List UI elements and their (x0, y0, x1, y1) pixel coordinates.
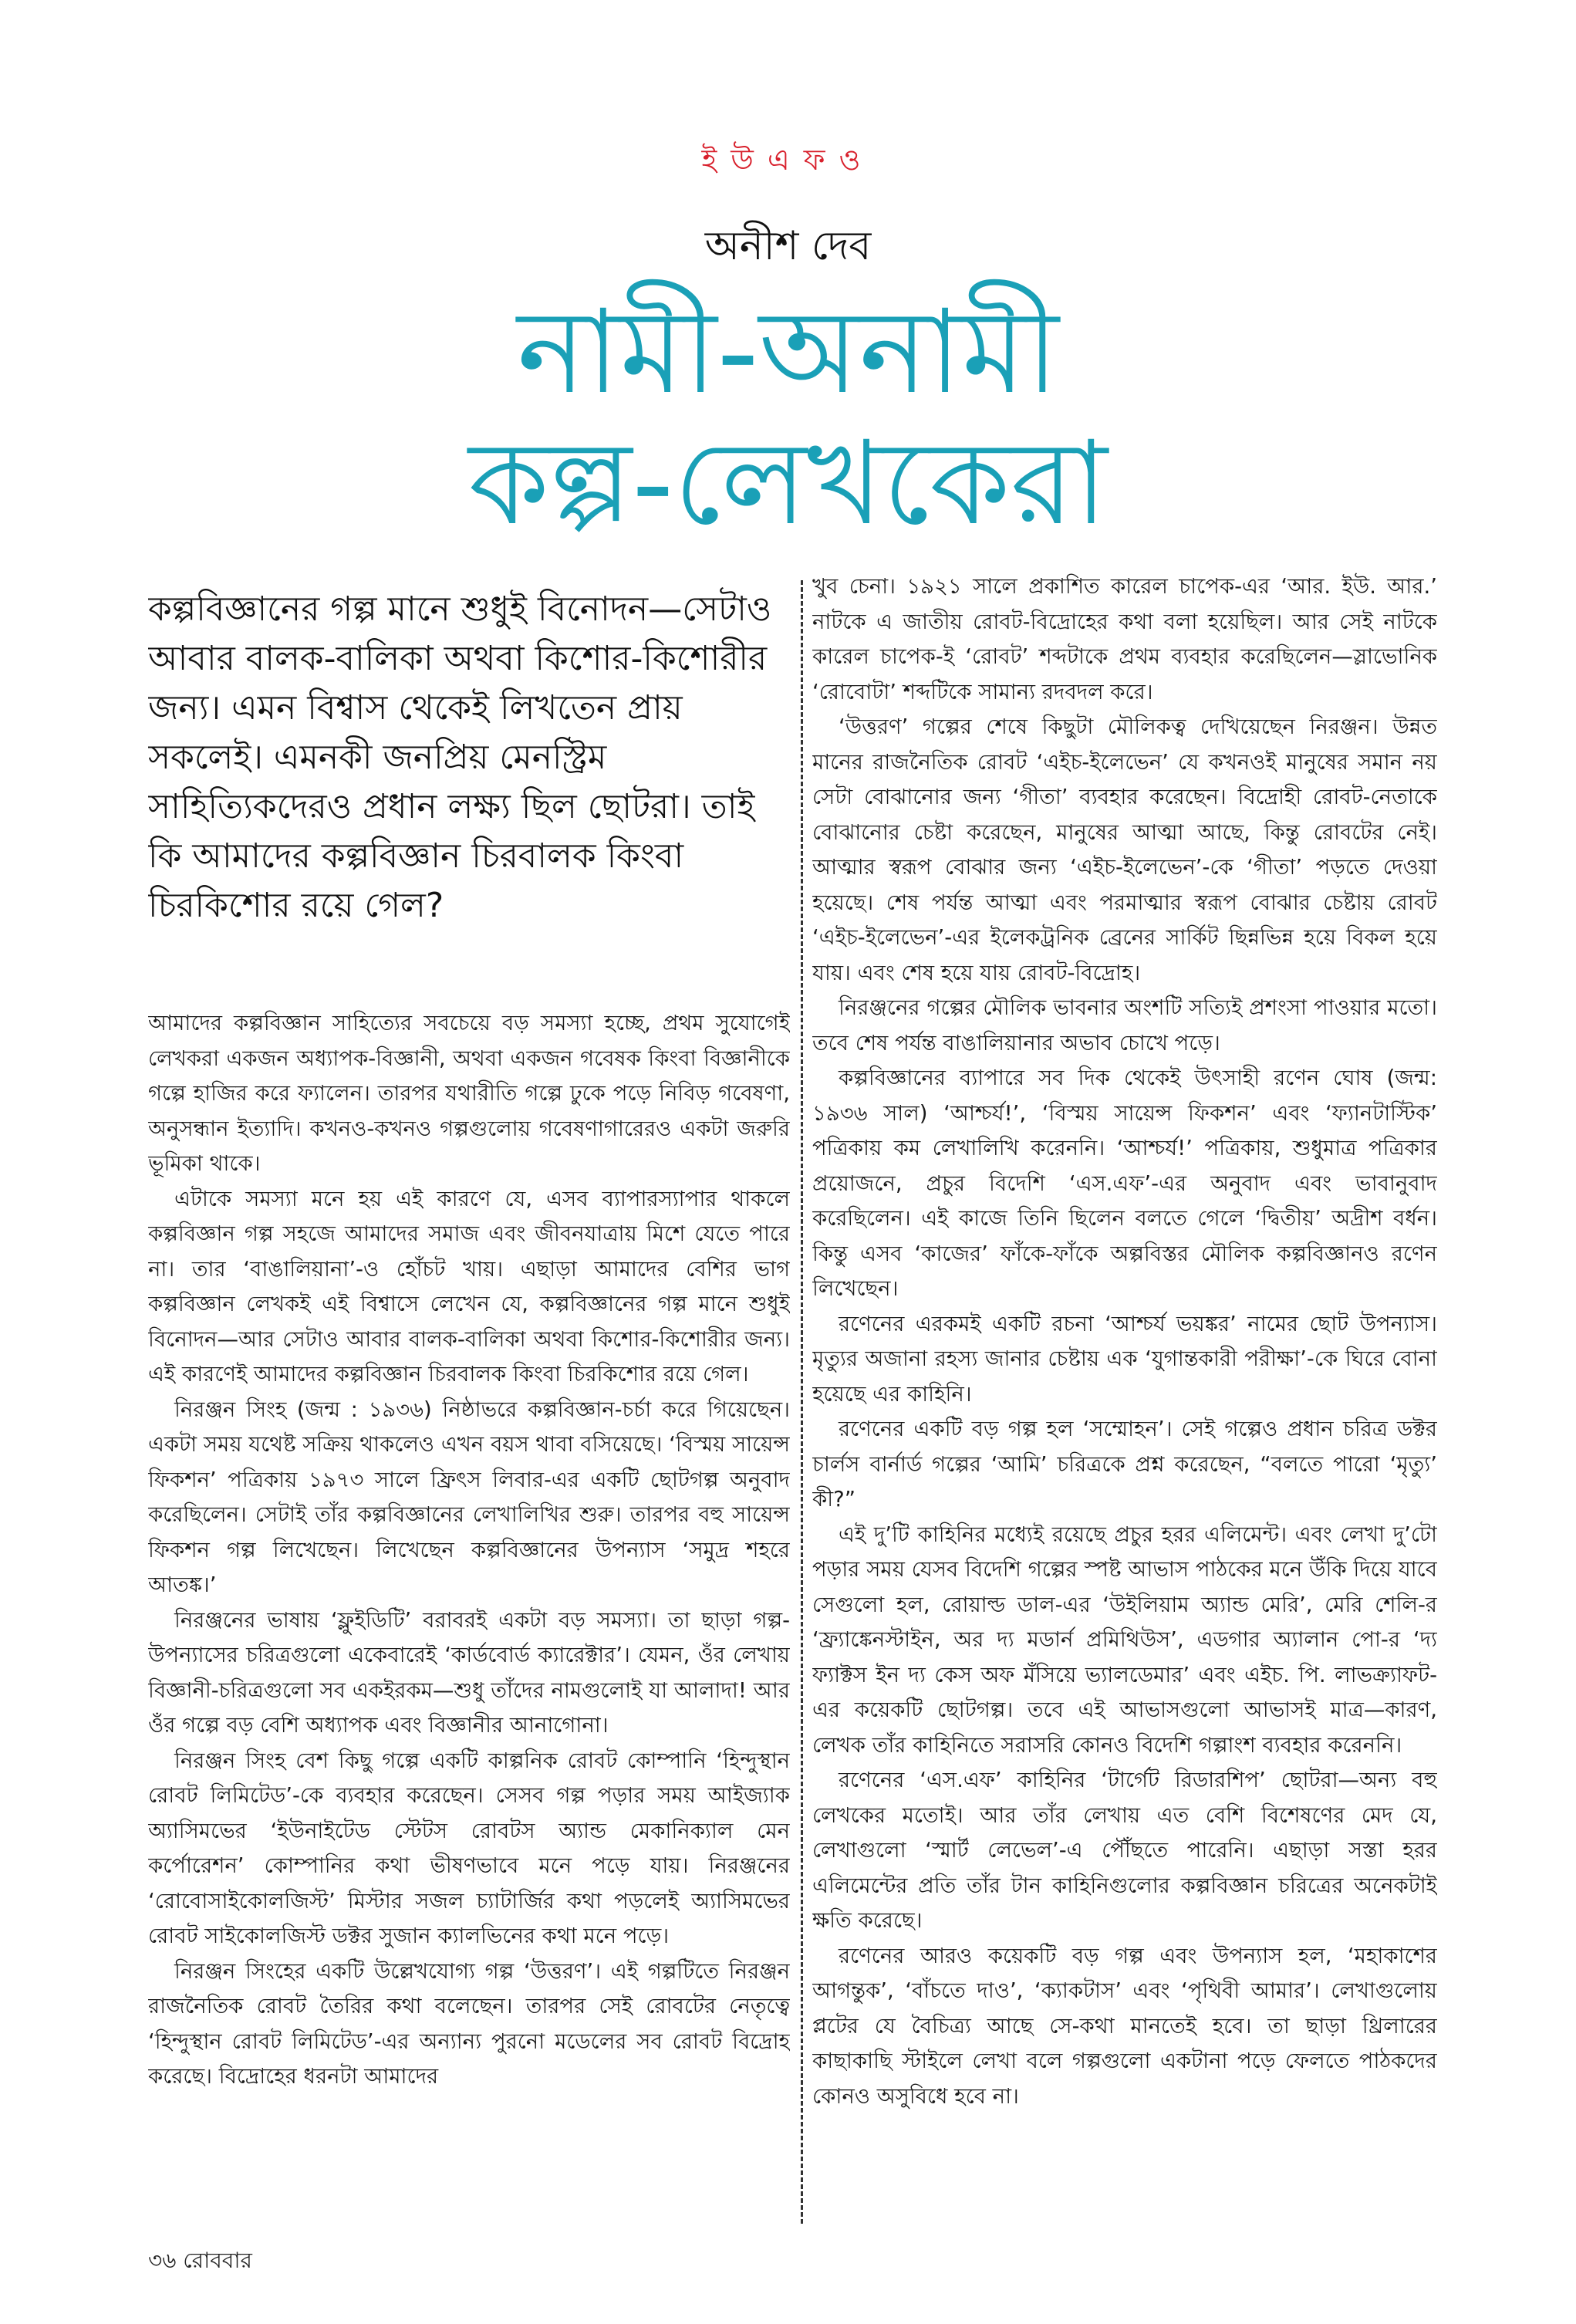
article-title-line-2: কল্প-লেখকেরা (468, 417, 1108, 551)
body-paragraph: আমাদের কল্পবিজ্ঞান সাহিত্যের সবচেয়ে বড় সমস্যা হচ্ছে, প্রথম সুযোগেই লেখকরা একজন অধ্যাপক-বিজ্ঞানী, অথবা একজন গবেষক কিংবা বিজ্ঞানীকে গল্পে হাজির করে ফ্যালেন। তারপর যথারীতি গল্পে ঢুকে পড়ে নিবিড় গবেষণা, অনুসন্ধান ইত্যাদি। কখনও-কখনও গল্পগুলোয় গবেষণাগারেরও একটা জরুরি ভূমিকা থাকে। (148, 1011, 790, 1176)
right-column (812, 569, 1437, 2228)
article-title (0, 287, 1576, 549)
column-divider (801, 580, 803, 2224)
body-paragraph: রণেনের এরকমই একটি রচনা ‘আশ্চর্য ভয়ঙ্কর’ নামের ছোট উপন্যাস। মৃত্যুর অজানা রহস্য জানার চেষ্টায় এক ‘যুগান্তকারী পরীক্ষা’-কে ঘিরে বোনা হয়েছে এর কাহিনি। (812, 1311, 1437, 1407)
body-paragraph: এই দু’টি কাহিনির মধ্যেই রয়েছে প্রচুর হরর এলিমেন্ট। এবং লেখা দু’টো পড়ার সময় যেসব বিদেশি গল্পের স্পষ্ট আভাস পাঠকের মনে উঁকি দিয়ে যাবে সেগুলো হল, রোয়াল্ড ডাল-এর ‘উইলিয়াম অ্যান্ড মেরি’, মেরি শেলি-র ‘ফ্র্যাঙ্কেনস্টাইন, অর দ্য মডার্ন প্রমিথিউস’, এডগার অ্যালান পো-র ‘দ্য ফ্যাক্টস ইন দ্য কেস অফ মঁসিয়ে ভ্যালডেমার’ এবং এইচ. পি. লাভক্র্যাফট-এর কয়েকটি ছোটগল্প। তবে এই আভাসগুলো আভাসই মাত্র—কারণ, লেখক তাঁর কাহিনিতে সরাসরি কোনও বিদেশি গল্পাংশ ব্যবহার করেননি। (812, 1522, 1437, 1758)
page-folio: ৩৬ রোববার (148, 2248, 252, 2273)
article-title-line-1: নামী-অনামী (517, 285, 1059, 420)
right-body (812, 569, 1437, 2114)
body-paragraph: কল্পবিজ্ঞানের ব্যাপারে সব দিক থেকেই উৎসাহী রণেন ঘোষ (জন্ম: ১৯৩৬ সাল) ‘আশ্চর্য!’, ‘বিস্ময় সায়েন্স ফিকশন’ এবং ‘ফ্যানটাস্টিক’ পত্রিকায় কম লেখালিখি করেননি। ‘আশ্চর্য!’ পত্রিকায়, শুধুমাত্র পত্রিকার প্রয়োজনে, প্রচুর বিদেশি ‘এস.এফ’-এর অনুবাদ এবং ভাবানুবাদ করেছিলেন। এই কাজে তিনি ছিলেন বলতে গেলে ‘দ্বিতীয়’ অদ্রীশ বর্ধন। কিন্তু এসব ‘কাজের’ ফাঁকে-ফাঁকে অল্পবিস্তর মৌলিক কল্পবিজ্ঞানও রণেন লিখেছেন। (812, 1066, 1437, 1301)
body-paragraph: রণেনের একটি বড় গল্প হল ‘সম্মোহন’। সেই গল্পেও প্রধান চরিত্র ডক্টর চার্লস বার্নার্ড গল্পের ‘আমি’ চরিত্রকে প্রশ্ন করেছেন, “বলতে পারো ‘মৃত্যু’ কী?” (812, 1417, 1437, 1512)
body-paragraph: খুব চেনা। ১৯২১ সালে প্রকাশিত কারেল চাপেক-এর ‘আর. ইউ. আর.’ নাটকে এ জাতীয় রোবট-বিদ্রোহের কথা বলা হয়েছিল। আর সেই নাটকে কারেল চাপেক-ই ‘রোবট’ শব্দটাকে প্রথম ব্যবহার করেছিলেন—স্লাভোনিক ‘রোবোটা’ শব্দটিকে সামান্য রদবদল করে। (812, 574, 1437, 704)
body-paragraph: নিরঞ্জনের ভাষায় ‘ফ্লুইডিটি’ বরাবরই একটা বড় সমস্যা। তা ছাড়া গল্প-উপন্যাসের চরিত্রগুলো একেবারেই ‘কার্ডবোর্ড ক্যারেক্টার’। যেমন, ওঁর লেখায় বিজ্ঞানী-চরিত্রগুলো সব একইরকম—শুধু তাঁদের নামগুলোই যা আলাদা! আর ওঁর গল্পে বড় বেশি অধ্যাপক এবং বিজ্ঞানীর আনাগোনা। (148, 1607, 790, 1738)
body-paragraph: এটাকে সমস্যা মনে হয় এই কারণে যে, এসব ব্যাপারস্যাপার থাকলে কল্পবিজ্ঞান গল্প সহজে আমাদের সমাজ এবং জীবনযাত্রায় মিশে যেতে পারে না। তার ‘বাঙালিয়ানা’-ও হোঁচট খায়। এছাড়া আমাদের বেশির ভাগ কল্পবিজ্ঞান লেখকই এই বিশ্বাসে লেখেন যে, কল্পবিজ্ঞানের গল্প মানে শুধুই বিনোদন—আর সেটাও আবার বালক-বালিকা অথবা কিশোর-কিশোরীর জন্য। এই কারণেই আমাদের কল্পবিজ্ঞান চিরবালক কিংবা চিরকিশোর রয়ে গেল। (148, 1186, 790, 1387)
body-paragraph: রণেনের ‘এস.এফ’ কাহিনির ‘টার্গেট রিডারশিপ’ ছোটরা—অন্য বহু লেখকের মতোই। আর তাঁর লেখায় এত বেশি বিশেষণের মেদ যে, লেখাগুলো ‘স্মার্ট লেভেল’-এ পৌঁছতে পারেনি। এছাড়া সস্তা হরর এলিমেন্টের প্রতি তাঁর টান কাহিনিগুলোর কল্পবিজ্ঞান চরিত্রের অনেকটাই ক্ষতি করেছে। (812, 1768, 1437, 1933)
left-column (148, 569, 790, 2228)
body-paragraph: নিরঞ্জন সিংহের একটি উল্লেখযোগ্য গল্প ‘উত্তরণ’। এই গল্পটিতে নিরঞ্জন রাজনৈতিক রোবট তৈরির কথা বলেছেন। তারপর সেই রোবটের নেতৃত্বে ‘হিন্দুস্থান রোবট লিমিটেড’-এর অন্যান্য পুরনো মডেলের সব রোবট বিদ্রোহ করেছে। বিদ্রোহের ধরনটা আমাদের (148, 1958, 790, 2089)
body-paragraph: নিরঞ্জন সিংহ (জন্ম : ১৯৩৬) নিষ্ঠাভরে কল্পবিজ্ঞান-চর্চা করে গিয়েছেন। একটা সময় যথেষ্ট সক্রিয় থাকলেও এখন বয়স থাবা বসিয়েছে। ‘বিস্ময় সায়েন্স ফিকশন’ পত্রিকায় ১৯৭৩ সালে ফ্রিৎস লিবার-এর একটি ছোটগল্প অনুবাদ করেছিলেন। সেটাই তাঁর কল্পবিজ্ঞানের লেখালিখির শুরু। তারপর বহু সায়েন্স ফিকশন গল্প লিখেছেন। লিখেছেন কল্পবিজ্ঞানের উপন্যাস ‘সমুদ্র শহরে আতঙ্ক।’ (148, 1397, 790, 1597)
body-paragraph: নিরঞ্জন সিংহ বেশ কিছু গল্পে একটি কাল্পনিক রোবট কোম্পানি ‘হিন্দুস্থান রোবট লিমিটেড’-কে ব্যবহার করেছেন। সেসব গল্প পড়ার সময় আইজ্যাক অ্যাসিমভের ‘ইউনাইটেড স্টেটস রোবটস অ্যান্ড মেকানিক্যাল মেন কর্পোরেশন’ কোম্পানির কথা ভীষণভাবে মনে পড়ে যায়। নিরঞ্জনের ‘রোবোসাইকোলজিস্ট’ মিস্টার সজল চ্যাটার্জির কথা পড়লেই অ্যাসিমভের রোবট সাইকোলজিস্ট ডক্টর সুজান ক্যালভিনের কথা মনে পড়ে। (148, 1748, 790, 1948)
body-paragraph: ‘উত্তরণ’ গল্পের শেষে কিছুটা মৌলিকত্ব দেখিয়েছেন নিরঞ্জন। উন্নত মানের রাজনৈতিক রোবট ‘এইচ-ইলেভেন’ যে কখনওই মানুষের সমান নয় সেটা বোঝানোর জন্য ‘গীতা’ ব্যবহার করেছেন। বিদ্রোহী রোবট-নেতাকে বোঝানোর চেষ্টা করেছেন, মানুষের আত্মা আছে, কিন্তু রোবটের নেই। আত্মার স্বরূপ বোঝার জন্য ‘এইচ-ইলেভেন’-কে ‘গীতা’ পড়তে দেওয়া হয়েছে। শেষ পর্যন্ত আত্মা এবং পরমাত্মার স্বরূপ বোঝার চেষ্টায় রোবট ‘এইচ-ইলেভেন’-এর ইলেকট্রনিক ব্রেনের সার্কিট ছিন্নভিন্ন হয়ে বিকল হয়ে যায়। এবং শেষ হয়ে যায় রোবট-বিদ্রোহ। (812, 714, 1437, 985)
body-paragraph: নিরঞ্জনের গল্পের মৌলিক ভাবনার অংশটি সত্যিই প্রশংসা পাওয়ার মতো। তবে শেষ পর্যন্ত বাঙালিয়ানার অভাব চোখে পড়ে। (812, 995, 1437, 1056)
body-paragraph: রণেনের আরও কয়েকটি বড় গল্প এবং উপন্যাস হল, ‘মহাকাশের আগন্তুক’, ‘বাঁচতে দাও’, ‘ক্যাকটাস’ এবং ‘পৃথিবী আমার’। লেখাগুলোয় প্লটের যে বৈচিত্র্য আছে সে-কথা মানতেই হবে। তা ছাড়া থ্রিলারের কাছাকাছি স্টাইলে লেখা বলে গল্পগুলো একটানা পড়ে ফেলতে পাঠকদের কোনও অসুবিধে হবে না। (812, 1943, 1437, 2109)
section-tag: ইউএফও (701, 143, 875, 177)
lead-paragraph: কল্পবিজ্ঞানের গল্প মানে শুধুই বিনোদন—সেটাও আবার বালক-বালিকা অথবা কিশোর-কিশোরীর জন্য। এমন বিশ্বাস থেকেই লিখতেন প্রায় সকলেই। এমনকী জনপ্রিয় মেনস্ট্রিম সাহিত্যিকদেরও প্রধান লক্ষ্য ছিল ছোটরা। তাই কি আমাদের কল্পবিজ্ঞান চিরবালক কিংবা চিরকিশোর রয়ে গেল? (148, 589, 772, 925)
author-byline: অনীশ দেব (704, 223, 872, 269)
left-body (148, 1006, 790, 2095)
